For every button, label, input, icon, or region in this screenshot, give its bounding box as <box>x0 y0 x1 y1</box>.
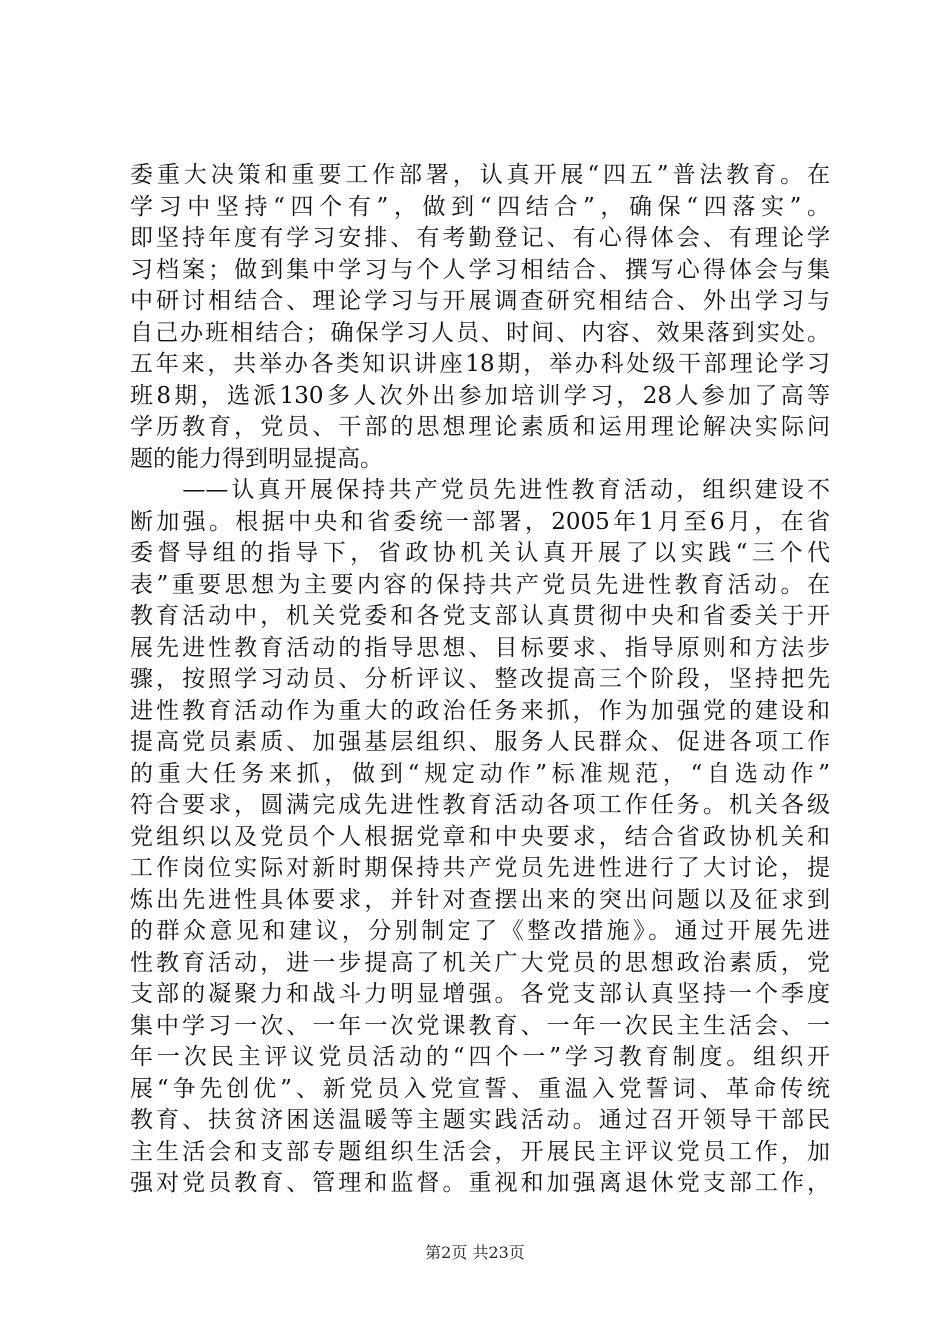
body-line-24: 炼出先进性具体要求，并针对查摆出来的突出问题以及征求到 <box>130 886 830 913</box>
body-line-2: 学习中坚持“四个有”，做到“四结合”，确保“四落实”。 <box>130 193 830 220</box>
body-line-11: ——认真开展保持共产党员先进性教育活动，组织建设不 <box>130 477 830 503</box>
body-line-21: 符合要求，圆满完成先进性教育活动各项工作任务。机关各级 <box>130 792 830 818</box>
body-line-33: 强对党员教育、管理和监督。重视和加强离退休党支部工作， <box>130 1170 830 1196</box>
body-line-1: 委重大决策和重要工作部署，认真开展“四五”普法教育。在 <box>130 162 830 188</box>
body-line-12: 断加强。根据中央和省委统一部署，2005年1月至6月，在省 <box>130 508 830 535</box>
body-line-13: 委督导组的指导下，省政协机关认真开展了以实践“三个代 <box>130 540 830 566</box>
body-line-6: 自己办班相结合；确保学习人员、时间、内容、效果落到实处。 <box>130 319 830 346</box>
body-line-23: 工作岗位实际对新时期保持共产党员先进性进行了大讨论，提 <box>130 855 830 881</box>
body-line-20: 的重大任务来抓，做到“规定动作”标准规范，“自选动作” <box>130 760 830 787</box>
body-line-28: 集中学习一次、一年一次党课教育、一年一次民主生活会、一 <box>130 1012 830 1039</box>
body-line-14: 表”重要思想为主要内容的保持共产党员先进性教育活动。在 <box>130 571 830 598</box>
document-body <box>130 160 830 1200</box>
page-footer <box>0 1243 950 1263</box>
body-line-18: 进性教育活动作为重大的政治任务来抓，作为加强党的建设和 <box>130 697 830 724</box>
body-line-32: 主生活会和支部专题组织生活会，开展民主评议党员工作，加 <box>130 1138 830 1165</box>
body-line-5: 中研讨相结合、理论学习与开展调查研究相结合、外出学习与 <box>130 288 830 314</box>
body-line-22: 党组织以及党员个人根据党章和中央要求，结合省政协机关和 <box>130 823 830 850</box>
body-line-10: 题的能力得到明显提高。 <box>130 445 383 472</box>
body-line-19: 提高党员素质、加强基层组织、服务人民群众、促进各项工作 <box>130 729 830 755</box>
body-line-15: 教育活动中，机关党委和各党支部认真贯彻中央和省委关于开 <box>130 603 830 629</box>
body-line-25: 的群众意见和建议，分别制定了《整改措施》。通过开展先进 <box>130 918 830 944</box>
body-line-9: 学历教育，党员、干部的思想理论素质和运用理论解决实际问 <box>130 414 830 440</box>
body-line-31: 教育、扶贫济困送温暖等主题实践活动。通过召开领导干部民 <box>130 1107 830 1133</box>
body-line-26: 性教育活动，进一步提高了机关广大党员的思想政治素质，党 <box>130 949 830 976</box>
body-line-7: 五年来，共举办各类知识讲座18期，举办科处级干部理论学习 <box>130 351 830 377</box>
body-line-16: 展先进性教育活动的指导思想、目标要求、指导原则和方法步 <box>130 634 830 661</box>
body-line-3: 即坚持年度有学习安排、有考勤登记、有心得体会、有理论学 <box>130 225 830 251</box>
body-line-17: 骤，按照学习动员、分析评议、整改提高三个阶段，坚持把先 <box>130 666 830 692</box>
page-number-label: 第2页 共23页 <box>425 1243 525 1262</box>
body-line-4: 习档案；做到集中学习与个人学习相结合、撰写心得体会与集 <box>130 256 830 283</box>
body-line-29: 年一次民主评议党员活动的“四个一”学习教育制度。组织开 <box>130 1044 830 1070</box>
body-line-27: 支部的凝聚力和战斗力明显增强。各党支部认真坚持一个季度 <box>130 981 830 1007</box>
body-line-8: 班8期，选派130多人次外出参加培训学习，28人参加了高等 <box>130 382 830 409</box>
body-line-30: 展“争先创优”、新党员入党宣誓、重温入党誓词、革命传统 <box>130 1075 830 1102</box>
